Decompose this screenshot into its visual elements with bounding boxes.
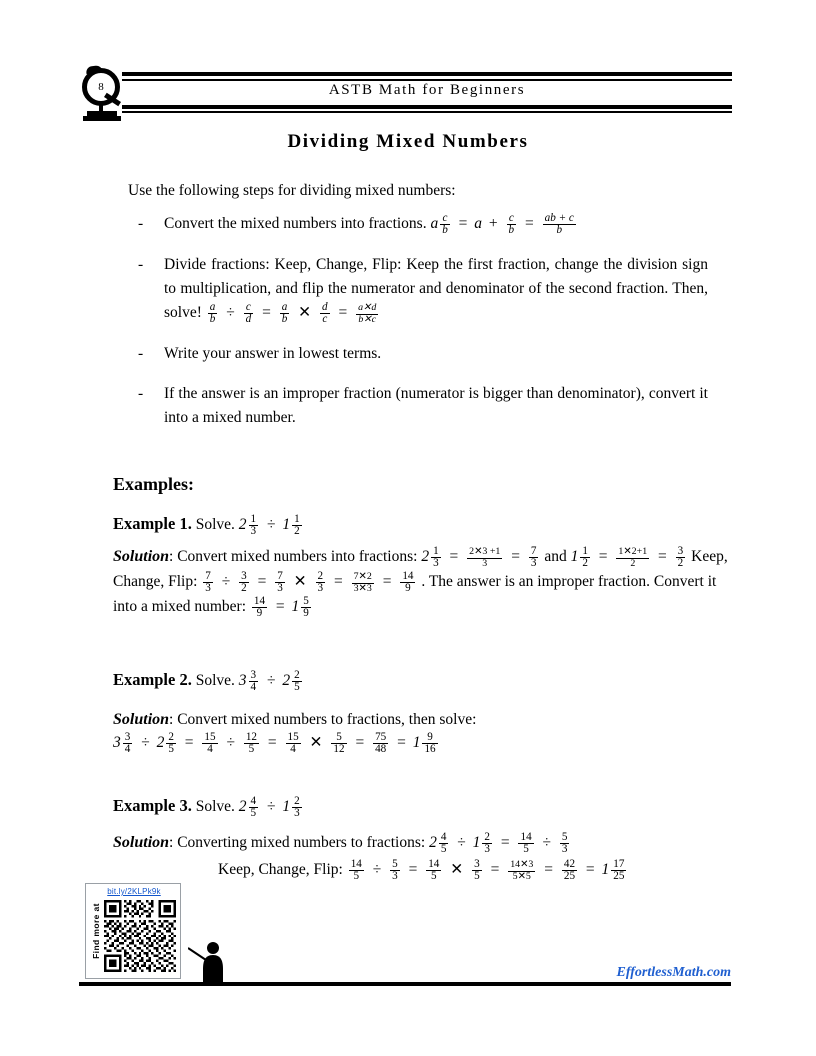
example-3-solution: Solution: Converting mixed numbers to fractions: 2 $\frac{4}{5}$ ÷ 1 $\frac{2}{3}$ = $\frac{14}{5}$ ÷ $\frac{5}{3}$	[113, 831, 731, 856]
example-1-step-3: $\frac{7}{3}$ ÷ $\frac{3}{2}$ = $\frac{7}{3}$ ✕ $\frac{2}{3}$ = $\frac{7✕2}{3✕3}$ = $\frac{14}{9}$	[205, 569, 414, 595]
example-3-problem: 2 $\frac{4}{5}$ ÷ 1 $\frac{2}{3}$	[238, 794, 300, 820]
example-3-prompt: Solve.	[195, 798, 235, 815]
example-1-step-2: 1 $\frac{1}{2}$ = $\frac{1✕2+1}{2}$ = $\frac{3}{2}$	[570, 544, 684, 570]
qr-code-block[interactable]	[85, 883, 181, 979]
example-2-step-1: 3 $\frac{3}{4}$ ÷ 2 $\frac{2}{5}$ = $\frac{15}{4}$ ÷ $\frac{12}{5}$ = $\frac{15}{4}$ ✕ $\frac{5}{12}$ = $\frac{75}{48}$ = 1 $\frac{9}{16}$	[113, 730, 436, 756]
page-number: 8	[98, 81, 104, 93]
example-2-problem: 3 $\frac{3}{4}$ ÷ 2 $\frac{2}{5}$	[238, 668, 300, 694]
bullet-dash: -	[138, 385, 144, 403]
solution-text-2: Keep, Change, Flip:	[218, 861, 343, 878]
solution-text: Convert mixed numbers into fractions:	[177, 548, 418, 565]
list-item-text: If the answer is an improper fraction (numerator is bigger than denominator), convert it into a mixed number.	[164, 385, 708, 427]
solution-label: Solution	[113, 711, 170, 728]
steps-list	[136, 212, 708, 446]
intro-text: Use the following steps for dividing mixed numbers:	[128, 182, 456, 199]
header-rule-top-thin	[122, 79, 732, 81]
header-rule-bottom-thick	[122, 105, 732, 109]
example-3-solution-line-2	[218, 858, 628, 883]
solution-text: Converting mixed numbers to fractions:	[177, 834, 426, 851]
example-3-step-2: $\frac{14}{5}$ ÷ $\frac{5}{3}$ = $\frac{14}{5}$ ✕ $\frac{3}{5}$ = $\frac{14✕3}{5✕5}$ = $\frac{42}{25}$ = 1 $\frac{17}{25}$	[350, 857, 625, 883]
example-2-label: Example 2.	[113, 670, 192, 689]
example-1-prompt: Solve.	[195, 516, 235, 533]
solution-label: Solution	[113, 548, 170, 565]
bullet-dash: -	[138, 345, 144, 363]
footer-brand[interactable]: EffortlessMath.com	[616, 965, 731, 980]
example-1-solution: Solution: Convert mixed numbers into fractions: 2 $\frac{1}{3}$ = $\frac{2✕3 +1}{3}$ = $\frac{7}{3}$ and 1 $\frac{1}{2}$ = $\frac{1✕2+1}{2}$ = $\frac{3}{2}$ Keep, Change, Flip: $\frac{7}{3}$ ÷ $\frac{3}{2}$ = $\frac{7}{3}$ ✕ $\frac{2}{3}$ = $\frac{7✕2}{3✕3}$ = $\frac{14}{9}$ . The answer is an improper fraction. Convert it into a mixed number: $\frac{14}{9}$ = 1 $\frac{5}{9}$	[113, 544, 728, 620]
qr-code-icon	[104, 900, 176, 972]
example-1-title	[113, 512, 304, 538]
solution-joiner: and	[544, 548, 567, 565]
bullet-dash: -	[138, 215, 144, 232]
example-2-solution: Solution: Convert mixed numbers to fractions, then solve: 3 $\frac{3}{4}$ ÷ 2 $\frac{2}{5}$ = $\frac{15}{4}$ ÷ $\frac{12}{5}$ = $\frac{15}{4}$ ✕ $\frac{5}{12}$ = $\frac{75}{48}$ = 1 $\frac{9}{16}$	[113, 711, 477, 756]
footer-rule	[79, 982, 731, 986]
example-1-label: Example 1.	[113, 514, 192, 533]
list-item-text: Write your answer in lowest terms.	[164, 345, 382, 363]
solution-label: Solution	[113, 834, 170, 851]
formula-mixed-to-fraction: a $\frac{c}{b}$ = a + $\frac{c}{b}$ = $\frac{ab + c}{b}$	[430, 211, 574, 237]
page-header	[78, 66, 732, 124]
formula-divide-fractions: $\frac{a}{b}$ ÷ $\frac{c}{d}$ = $\frac{a}{b}$ ✕ $\frac{d}{c}$ = $\frac{a✕d}{b✕c}$	[209, 300, 377, 326]
header-rule-top-thick	[122, 72, 732, 76]
globe-foot-icon	[83, 116, 121, 121]
solution-text-3: The answer is an improper fraction. Convert it into a mixed number:	[113, 573, 717, 616]
page-title: Dividing Mixed Numbers	[287, 131, 529, 152]
list-item	[136, 342, 708, 366]
example-1-step-4: $\frac{14}{9}$ = 1 $\frac{5}{9}$	[253, 594, 309, 620]
list-item-text: Divide fractions: Keep, Change, Flip: Keep the first fraction, change the division sign to multiplication, and flip the numerator and denominator of the second fraction. Then, solve!	[164, 256, 708, 322]
example-3-label: Example 3.	[113, 796, 192, 815]
bullet-dash: -	[138, 256, 144, 274]
page-number-badge	[78, 66, 128, 124]
qr-side-label: Find more at	[91, 903, 101, 959]
solution-text: Convert mixed numbers to fractions, then solve:	[177, 711, 477, 728]
example-1-problem: 2 $\frac{1}{3}$ ÷ 1 $\frac{1}{2}$	[238, 512, 300, 538]
list-item	[136, 212, 708, 237]
list-item-text: Convert the mixed numbers into fractions.	[164, 215, 427, 232]
example-2-title	[113, 668, 304, 694]
example-3-title	[113, 794, 304, 820]
list-item	[136, 253, 708, 326]
solution-text-2: Keep, Change, Flip:	[113, 548, 728, 591]
header-rule-bottom-thin	[122, 111, 732, 113]
list-item	[136, 382, 708, 430]
qr-link-text[interactable]: bit.ly/2KLPk9k	[107, 887, 161, 896]
example-3-step-1: 2 $\frac{4}{5}$ ÷ 1 $\frac{2}{3}$ = $\frac{14}{5}$ ÷ $\frac{5}{3}$	[429, 830, 568, 856]
teacher-figure-icon	[188, 934, 232, 984]
example-2-prompt: Solve.	[195, 672, 235, 689]
book-title: ASTB Math for Beginners	[328, 82, 526, 98]
examples-heading: Examples:	[113, 474, 194, 494]
example-1-step-1: 2 $\frac{1}{3}$ = $\frac{2✕3 +1}{3}$ = $\frac{7}{3}$	[421, 544, 537, 570]
